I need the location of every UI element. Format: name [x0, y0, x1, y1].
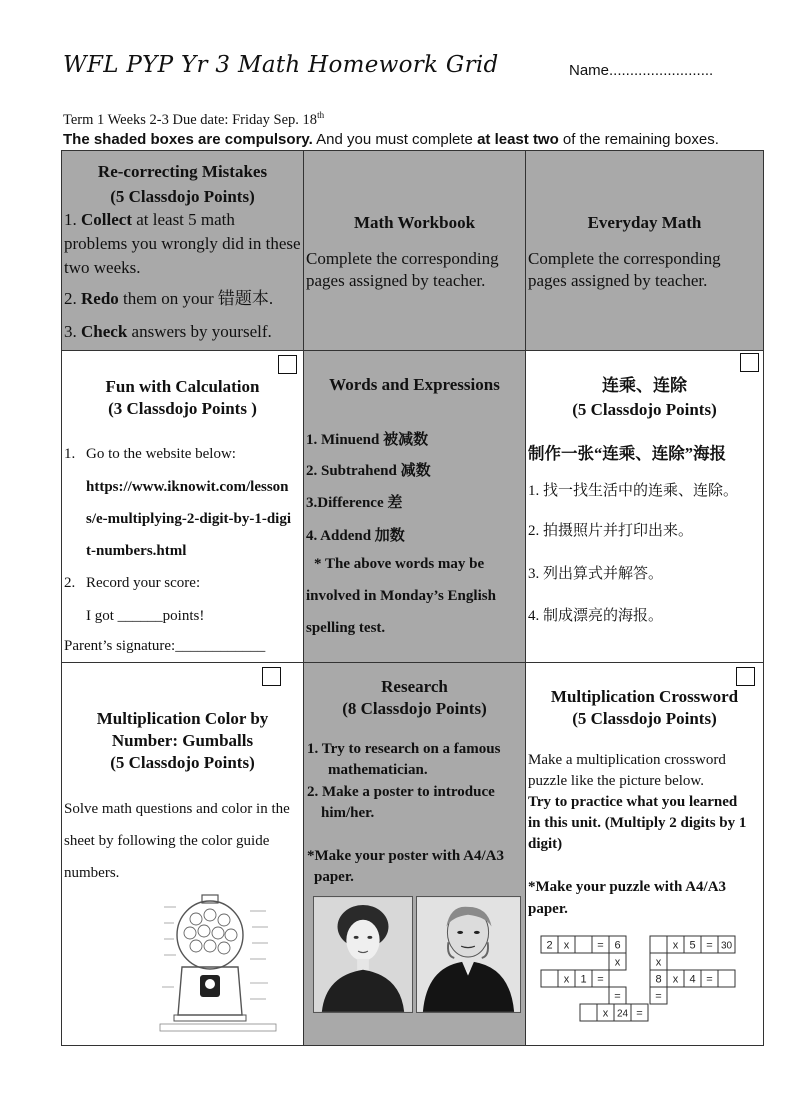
svg-text:=: = [706, 939, 713, 952]
svg-text:x: x [614, 956, 621, 969]
crossword-cell [667, 970, 684, 987]
note-line-3: spelling test. [306, 620, 386, 636]
cell-title: Fun with Calculation [105, 377, 260, 396]
crossword-cell [609, 953, 626, 970]
crossword-cell [718, 936, 735, 953]
text-line-2: puzzle like the picture below. [528, 773, 705, 789]
svg-text:=: = [614, 990, 621, 1003]
homework-grid [61, 150, 764, 1046]
checkbox[interactable] [262, 667, 281, 686]
score-line: I got ______points! [86, 608, 205, 624]
word-minuend: 1. Minuend 被减数 [306, 432, 429, 448]
svg-text:x: x [563, 939, 570, 952]
svg-text:x: x [563, 973, 570, 986]
note-line-1: *Make your poster with A4/A3 [307, 848, 504, 864]
checkbox[interactable] [740, 353, 759, 372]
svg-text:1: 1 [580, 973, 587, 986]
cell-title: Everyday Math [587, 213, 702, 232]
step-2: 2. 拍摄照片并打印出来。 [528, 523, 694, 539]
step-2-line-1: 2. Make a poster to introduce [307, 784, 495, 800]
step-redo: 2. Redo them on your 错题本. [64, 289, 274, 308]
cell-points: (5 Classdojo Points) [110, 187, 255, 206]
crossword-cell [592, 936, 609, 953]
crossword-cell [541, 936, 558, 953]
note-line-2: involved in Monday’s English [306, 588, 496, 604]
word-addend: 4. Addend 加数 [306, 528, 405, 544]
instr-text-2: of the remaining boxes. [558, 131, 719, 148]
step-1-number: 1. [64, 446, 76, 462]
crossword-cell [597, 1004, 614, 1021]
svg-text:x: x [602, 1007, 609, 1020]
svg-text:=: = [655, 990, 662, 1003]
crossword-cell [701, 970, 718, 987]
instr-bold-2: at least two [477, 131, 559, 148]
cell-title: Re-correcting Mistakes [97, 162, 268, 181]
crossword-cell [609, 987, 626, 1004]
text-line-3: numbers. [64, 865, 120, 881]
cell-points: (5 Classdojo Points) [572, 709, 717, 728]
step-1-text: Go to the website below: [86, 446, 236, 462]
instr-bold-1: The shaded boxes are compulsory. [63, 131, 313, 148]
website-url-2[interactable]: s/e-multiplying-2-digit-by-1-digi [86, 511, 292, 527]
svg-text:=: = [706, 973, 713, 986]
cell-text: Complete the corresponding pages assigned by teacher. [528, 249, 721, 290]
step-2-line-2: him/her. [321, 805, 375, 821]
cell-recorrecting-mistakes [61, 150, 304, 351]
cell-title: Multiplication Crossword [550, 687, 739, 706]
mathematician-portrait-man [416, 896, 521, 1013]
instructions [63, 131, 719, 148]
step-collect: 1. Collect at least 5 math problems you wrongly did in these two weeks. [64, 210, 301, 277]
crossword-cell [614, 1004, 631, 1021]
cell-title: Math Workbook [353, 213, 476, 232]
term-sup: th [317, 110, 325, 120]
website-url-3[interactable]: t-numbers.html [86, 543, 187, 559]
crossword-cell [631, 1004, 648, 1021]
checkbox[interactable] [278, 355, 297, 374]
checkbox[interactable] [736, 667, 755, 686]
cell-points: (5 Classdojo Points) [110, 753, 255, 772]
website-url-1[interactable]: https://www.iknowit.com/lesson [86, 479, 289, 495]
text-line-2: sheet by following the color guide [64, 833, 270, 849]
page-title: WFL PYP Yr 3 Math Homework Grid [63, 52, 499, 78]
cell-research [303, 662, 526, 1046]
svg-text:4: 4 [689, 973, 696, 986]
cell-title-line-2: Number: Gumballs [111, 731, 254, 750]
cell-words-and-expressions [303, 350, 526, 663]
cell-title: Words and Expressions [329, 375, 500, 394]
crossword-cell [684, 970, 701, 987]
crossword-cell [575, 970, 592, 987]
cell-text: Complete the corresponding pages assigned by teacher. [306, 249, 499, 290]
svg-text:5: 5 [689, 939, 696, 952]
bold-line-2: in this unit. (Multiply 2 digits by 1 [528, 815, 747, 831]
cell-title: Research [381, 677, 448, 696]
svg-text:x: x [672, 973, 679, 986]
name-field[interactable]: Name......................... [569, 62, 714, 79]
text-line-1: Make a multiplication crossword [528, 752, 726, 768]
crossword-cell [701, 936, 718, 953]
step-1-line-2: mathematician. [328, 762, 428, 778]
svg-text:2: 2 [546, 939, 553, 952]
svg-text:30: 30 [720, 940, 733, 952]
svg-text:=: = [597, 973, 604, 986]
cell-multiplication-crossword [525, 662, 764, 1046]
cell-fun-with-calculation [61, 350, 304, 663]
step-2-number: 2. [64, 575, 76, 591]
bold-line-3: digit) [528, 836, 563, 852]
note-line-2: paper. [528, 901, 568, 917]
cell-title-line-1: Multiplication Color by [96, 709, 269, 728]
crossword-cell [650, 970, 667, 987]
word-subtrahend: 2. Subtrahend 减数 [306, 463, 431, 479]
note-line-1: *Make your puzzle with A4/A3 [528, 879, 727, 895]
step-1-line-1: 1. Try to research on a famous [307, 741, 501, 757]
crossword-cell [609, 936, 626, 953]
text-line-1: Solve math questions and color in the [64, 801, 290, 817]
bold-line-1: Try to practice what you learned [528, 794, 738, 810]
cell-points: (3 Classdojo Points ) [108, 399, 257, 418]
mathematician-portrait-woman [313, 896, 413, 1013]
cell-title: 连乘、连除 [602, 376, 687, 395]
crossword-cell [580, 1004, 597, 1021]
cell-lianchen-lianchu [525, 350, 764, 663]
crossword-cell [592, 970, 609, 987]
svg-text:=: = [597, 939, 604, 952]
step-1: 1. 找一找生活中的连乘、连除。 [528, 483, 739, 499]
step-check: 3. Check answers by yourself. [64, 322, 272, 341]
crossword-cell [575, 936, 592, 953]
crossword-cell [718, 970, 735, 987]
cell-everyday-math [525, 150, 764, 351]
step-4: 4. 制成漂亮的海报。 [528, 608, 664, 624]
step-3: 3. 列出算式并解答。 [528, 566, 664, 582]
svg-text:x: x [655, 956, 662, 969]
crossword-cell [650, 987, 667, 1004]
cell-points: (8 Classdojo Points) [342, 699, 487, 718]
crossword-cell [650, 936, 667, 953]
crossword-cell [667, 936, 684, 953]
crossword-cell [541, 970, 558, 987]
note-line-1: * The above words may be [314, 556, 485, 572]
note-line-2: paper. [314, 869, 354, 885]
svg-text:6: 6 [614, 939, 621, 952]
svg-text:=: = [636, 1007, 643, 1020]
term-text: Term 1 Weeks 2-3 Due date: Friday Sep. 18 [63, 111, 318, 128]
crossword-puzzle-example [540, 935, 752, 1035]
crossword-cell [650, 953, 667, 970]
cell-math-workbook [303, 150, 526, 351]
crossword-cell [558, 970, 575, 987]
crossword-cell [558, 936, 575, 953]
step-2-text: Record your score: [86, 575, 201, 591]
svg-text:8: 8 [655, 973, 662, 986]
term-due-date [63, 110, 324, 129]
cell-color-by-number [61, 662, 304, 1046]
poster-task: 制作一张“连乘、连除”海报 [528, 444, 726, 463]
gumball-machine-worksheet-icon [158, 887, 278, 1033]
cell-points: (5 Classdojo Points) [572, 400, 717, 419]
crossword-cell [684, 936, 701, 953]
svg-text:24: 24 [616, 1008, 629, 1020]
parent-signature: Parent’s signature:____________ [64, 638, 266, 654]
instr-text-1: And you must complete [312, 131, 478, 148]
word-difference: 3.Difference 差 [306, 495, 403, 511]
svg-text:x: x [672, 939, 679, 952]
